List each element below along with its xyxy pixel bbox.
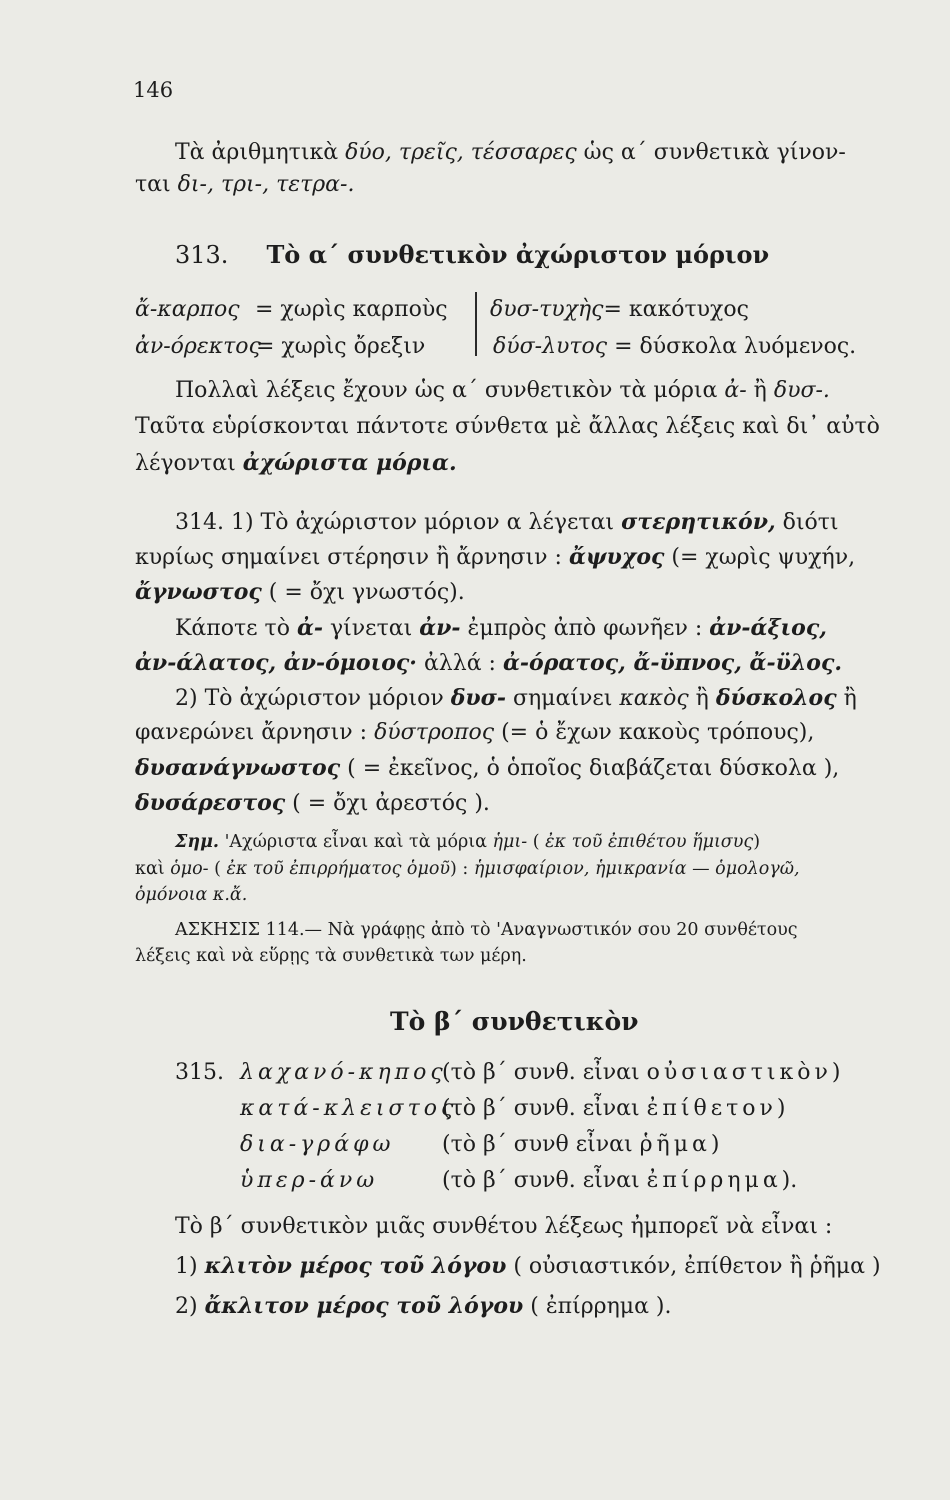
- table-313-divider: [475, 292, 477, 356]
- section-315-para-2: 1) κλιτὸν μέρος τοῦ λόγου ( οὐσιαστικόν, ἐπίθετον ἢ ῥῆμα ): [175, 1253, 881, 1279]
- table-313-r1-left-def: = χωρὶς καρποὺς: [255, 297, 448, 322]
- example-gloss-1: (τὸ β΄ συνθ. εἶναι οὐσιαστικὸν): [442, 1060, 841, 1085]
- table-313-r2-left-def: = χωρὶς ὄρεξιν: [256, 334, 426, 359]
- intro-line-2: ται δι-, τρι-, τετρα-.: [135, 172, 355, 197]
- section-314-line-9: δυσάρεστος ( = ὄχι ἀρεστός ).: [135, 790, 490, 816]
- section-314-line-7: φανερώνει ἄρνησιν : δύστροπος (= ὁ ἔχων κακοὺς τρόπους),: [135, 720, 815, 745]
- note-line-1: Σημ. 'Αχώριστα εἶναι καὶ τὰ μόρια ἡμι- ( ἐκ τοῦ ἐπιθέτου ἥμισυς): [175, 832, 761, 852]
- table-313-r2-left-word: ἀν-όρεκτος: [135, 334, 261, 359]
- section-315-para-3: 2) ἄκλιτον μέρος τοῦ λόγου ( ἐπίρρημα ).: [175, 1293, 672, 1319]
- table-313-r1-right: δυσ-τυχὴς= κακότυχος: [490, 297, 749, 322]
- section-315-heading: Τὸ β΄ συνθετικὸν: [390, 1007, 639, 1036]
- section-313-para-3: λέγονται ἀχώριστα μόρια.: [135, 450, 457, 476]
- exercise-line-2: λέξεις καὶ νὰ εὕρῃς τὰ συνθετικὰ των μέρη.: [135, 946, 527, 966]
- section-313-para-2: Ταῦτα εὑρίσκονται πάντοτε σύνθετα μὲ ἄλλας λέξεις καὶ δι᾽ αὐτὸ: [135, 414, 880, 439]
- section-313-heading: 313. Τὸ α΄ συνθετικὸν ἀχώριστον μόριον: [175, 240, 770, 269]
- section-314-line-3: ἄγνωστος ( = ὄχι γνωστός).: [135, 579, 465, 605]
- section-314-line-2: κυρίως σημαίνει στέρησιν ἢ ἄρνησιν : ἄψυχος (= χωρὶς ψυχήν,: [135, 544, 856, 570]
- table-313-r1-left-word: ἄ-καρπος: [135, 297, 240, 322]
- example-word-4: ὑπερ-άνω: [240, 1168, 379, 1193]
- page-number: 146: [133, 78, 174, 102]
- example-gloss-3: (τὸ β΄ συνθ εἶναι ῥῆμα): [442, 1132, 720, 1157]
- example-gloss-2: (τὸ β΄ συνθ. εἶναι ἐπίθετον): [442, 1096, 786, 1121]
- section-314-line-8: δυσανάγνωστος ( = ἐκεῖνος, ὁ ὁποῖος διαβάζεται δύσκολα ),: [135, 755, 840, 781]
- section-314-line-6: 2) Τὸ ἀχώριστον μόριον δυσ- σημαίνει κακὸς ἢ δύσκολος ἢ: [175, 685, 857, 711]
- section-314-line-5: ἀν-άλατος, ἀν-όμοιος· ἀλλά : ἀ-όρατος, ἄ-ϋπνος, ἄ-ϋλος.: [135, 650, 842, 676]
- section-314-line-1: 314. 1) Τὸ ἀχώριστον μόριον α λέγεται στερητικόν, διότι: [175, 509, 839, 535]
- note-line-2: καὶ ὁμο- ( ἐκ τοῦ ἐπιρρήματος ὁμοῦ) : ἡμισφαίριον, ἡμικρανία — ὁμολογῶ,: [135, 859, 800, 879]
- exercise-line-1: ΑΣΚΗΣΙΣ 114.— Νὰ γράφῃς ἀπὸ τὸ 'Αναγνωστικόν σου 20 συνθέτους: [175, 920, 798, 940]
- note-line-3: ὁμόνοια κ.ἄ.: [135, 885, 248, 905]
- section-315-para-1: Τὸ β΄ συνθετικὸν μιᾶς συνθέτου λέξεως ἠμπορεῖ νὰ εἶναι :: [175, 1214, 833, 1239]
- section-315-number: 315.: [175, 1060, 224, 1085]
- example-word-2: κατά-κλειστος: [240, 1096, 458, 1121]
- intro-line-1: Τὰ ἀριθμητικὰ δύο, τρεῖς, τέσσαρες ὡς α΄ συνθετικὰ γίνον-: [175, 140, 846, 165]
- example-word-3: δια-γράφω: [240, 1132, 395, 1157]
- example-gloss-4: (τὸ β΄ συνθ. εἶναι ἐπίρρημα).: [442, 1168, 798, 1193]
- table-313-r2-right: δύσ-λυτος = δύσκολα λυόμενος.: [493, 334, 857, 359]
- example-word-1: λαχανό-κηπος: [240, 1060, 447, 1085]
- section-314-line-4: Κάποτε τὸ ἀ- γίνεται ἀν- ἐμπρὸς ἀπὸ φωνῆεν : ἀν-άξιος,: [175, 615, 827, 641]
- section-313-para-1: Πολλαὶ λέξεις ἔχουν ὡς α΄ συνθετικὸν τὰ μόρια ἀ- ἢ δυσ-.: [175, 378, 830, 403]
